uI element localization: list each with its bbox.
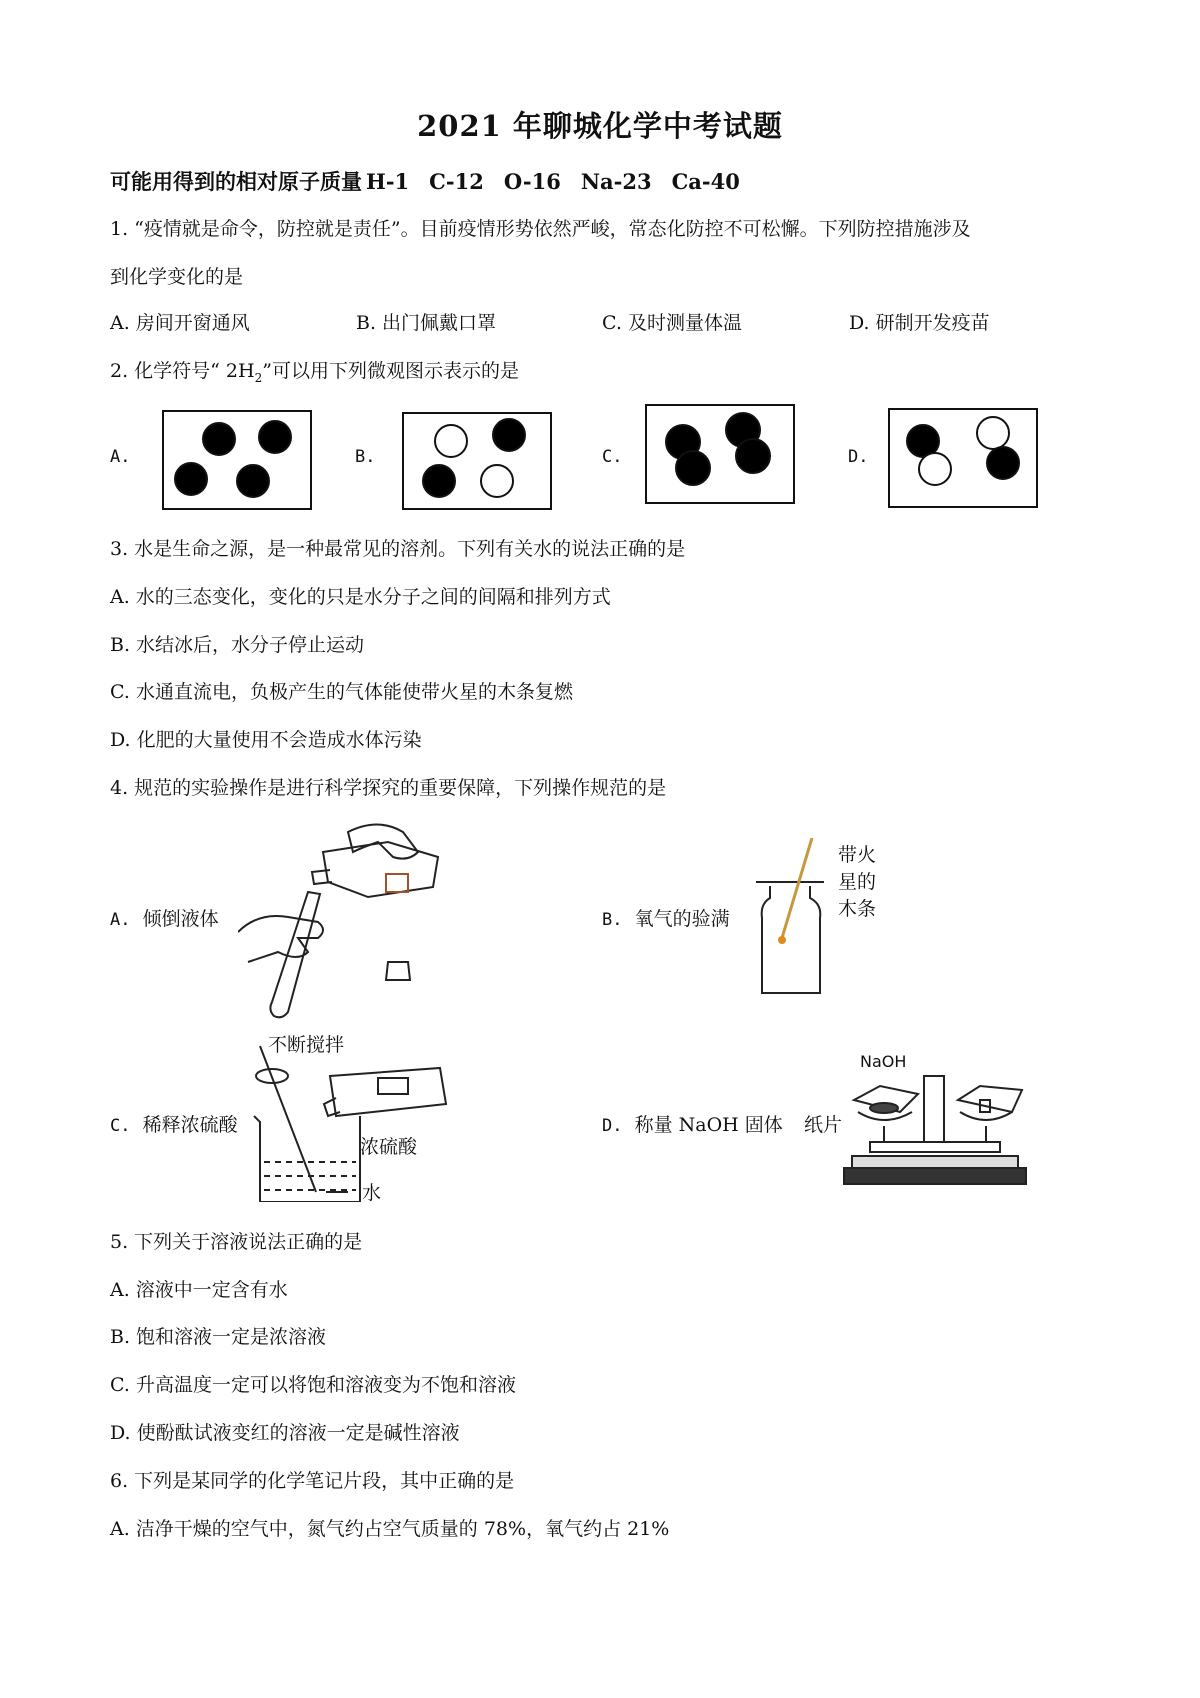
q3-option-a: A. 水的三态变化，变化的只是水分子之间的间隔和排列方式 xyxy=(110,586,611,608)
hydrogen-atom xyxy=(202,422,236,456)
right-pan xyxy=(960,1112,1012,1120)
q5-stem: 5. 下列关于溶液说法正确的是 xyxy=(110,1231,363,1253)
q6-option-a: A. 洁净干燥的空气中，氮气约占空气质量的 78%，氧气约占 21% xyxy=(110,1518,670,1540)
q4-option-a-label: A. xyxy=(110,910,131,930)
naoh-pile xyxy=(870,1103,898,1113)
hydrogen-atom xyxy=(258,420,292,454)
glass-rod xyxy=(260,1046,316,1192)
q4-option-d-label: D. xyxy=(602,1116,623,1136)
q1-option-a: A. 房间开窗通风 xyxy=(110,312,250,334)
q3-option-c: C. 水通直流电，负极产生的气体能使带火星的木条复燃 xyxy=(110,681,573,703)
bottle-stopper xyxy=(386,962,410,980)
pour-liquid-figure xyxy=(238,812,448,1022)
atomic-masses-label: 可能用得到的相对原子质量 xyxy=(110,169,362,194)
balance-beam xyxy=(870,1142,1000,1152)
q3-option-d: D. 化肥的大量使用不会造成水体污染 xyxy=(110,729,422,751)
q5-option-b: B. 饱和溶液一定是浓溶液 xyxy=(110,1326,327,1348)
q4-option-d xyxy=(602,1110,783,1137)
mass-h: H-1 xyxy=(366,169,410,194)
stir-label: 不断搅拌 xyxy=(268,1034,345,1056)
acid-label: 浓硫酸 xyxy=(360,1136,418,1158)
pouring-hand xyxy=(348,825,418,859)
hydrogen-atom xyxy=(986,446,1020,480)
splint-label: 带火星的木条 xyxy=(838,844,877,920)
hydrogen-atom xyxy=(735,438,771,474)
balance-foot xyxy=(844,1168,1026,1184)
mass-o: O-16 xyxy=(503,169,561,194)
q2-figure-c xyxy=(645,404,795,504)
q2-stem xyxy=(110,356,519,385)
acid-bottle-label xyxy=(378,1078,408,1094)
balance-base xyxy=(852,1156,1018,1168)
q4-option-d-text: 称量 NaOH 固体 xyxy=(634,1114,783,1136)
hydrogen-atom xyxy=(174,462,208,496)
q1-option-b: B. 出门佩戴口罩 xyxy=(356,312,497,334)
q2-stem-post: ”可以用下列微观图示表示的是 xyxy=(262,360,519,382)
oxygen-test-figure xyxy=(750,838,830,998)
bottle-label xyxy=(386,874,408,892)
hydrogen-atom xyxy=(675,450,711,486)
q4-option-a-text: 倾倒液体 xyxy=(142,908,219,930)
q2-option-b-label: B. xyxy=(355,447,376,467)
glowing-tip xyxy=(778,936,786,944)
q4-option-b-text: 氧气的验满 xyxy=(634,908,730,930)
q1-stem-line2: 到化学变化的是 xyxy=(110,266,244,288)
q2-option-c-label: C. xyxy=(602,447,623,467)
q5-option-d: D. 使酚酞试液变红的溶液一定是碱性溶液 xyxy=(110,1422,460,1444)
mass-na: Na-23 xyxy=(580,169,652,194)
q1-stem-line1: 1. “疫情就是命令，防控就是责任”。目前疫情形势依然严峻，常态化防控不可松懈。下列防控措施涉及 xyxy=(110,218,971,240)
q2-figure-b xyxy=(402,412,552,510)
hydrogen-atom xyxy=(422,464,456,498)
bottle-neck xyxy=(312,870,332,884)
q4-stem: 4. 规范的实验操作是进行科学探究的重要保障，下列操作规范的是 xyxy=(110,777,667,799)
dilution-figure xyxy=(250,1042,460,1202)
q4-option-c xyxy=(110,1110,238,1137)
q3-option-b: B. 水结冰后，水分子停止运动 xyxy=(110,634,365,656)
q3-stem: 3. 水是生命之源，是一种最常见的溶剂。下列有关水的说法正确的是 xyxy=(110,538,686,560)
q6-stem: 6. 下列是某同学的化学笔记片段，其中正确的是 xyxy=(110,1470,515,1492)
q4-option-b xyxy=(602,904,730,931)
q2-figure-a xyxy=(162,410,312,510)
q2-figure-d xyxy=(888,408,1038,508)
naoh-label: NaOH xyxy=(860,1052,907,1071)
page-title: 2021 年聊城化学中考试题 xyxy=(417,109,783,143)
mass-ca: Ca-40 xyxy=(671,169,740,194)
q5-option-c: C. 升高温度一定可以将饱和溶液变为不饱和溶液 xyxy=(110,1374,516,1396)
acid-bottle-neck xyxy=(324,1098,340,1116)
paper-label: 纸片 xyxy=(804,1114,843,1136)
wooden-splint xyxy=(782,838,812,938)
balance-figure xyxy=(840,1072,1040,1192)
oxygen-atom xyxy=(976,416,1010,450)
q2-stem-pre: 2. 化学符号“ 2H xyxy=(110,360,255,382)
mass-c: C-12 xyxy=(429,169,484,194)
q5-option-a: A. 溶液中一定含有水 xyxy=(110,1279,288,1301)
test-tube xyxy=(270,892,320,1017)
holding-hand xyxy=(238,916,323,962)
acid-bottle xyxy=(330,1068,446,1116)
oxygen-atom xyxy=(480,464,514,498)
q2-option-d-label: D. xyxy=(848,447,869,467)
q2-stem-sub: 2 xyxy=(254,370,263,385)
gas-jar xyxy=(762,886,821,993)
oxygen-atom xyxy=(918,452,952,486)
oxygen-atom xyxy=(434,424,468,458)
q1-option-d: D. 研制开发疫苗 xyxy=(849,312,990,334)
hydrogen-atom xyxy=(492,418,526,452)
q2-option-a-label: A. xyxy=(110,447,131,467)
q1-option-c: C. 及时测量体温 xyxy=(602,312,742,334)
q4-option-b-label: B. xyxy=(602,910,623,930)
atomic-masses xyxy=(110,166,760,196)
q4-option-a xyxy=(110,904,219,931)
hydrogen-atom xyxy=(236,464,270,498)
balance-pillar xyxy=(924,1076,944,1142)
q4-option-c-text: 稀释浓硫酸 xyxy=(142,1114,238,1136)
water-label: 水 xyxy=(362,1182,382,1204)
q4-option-c-label: C. xyxy=(110,1116,131,1136)
reagent-bottle xyxy=(323,842,438,897)
